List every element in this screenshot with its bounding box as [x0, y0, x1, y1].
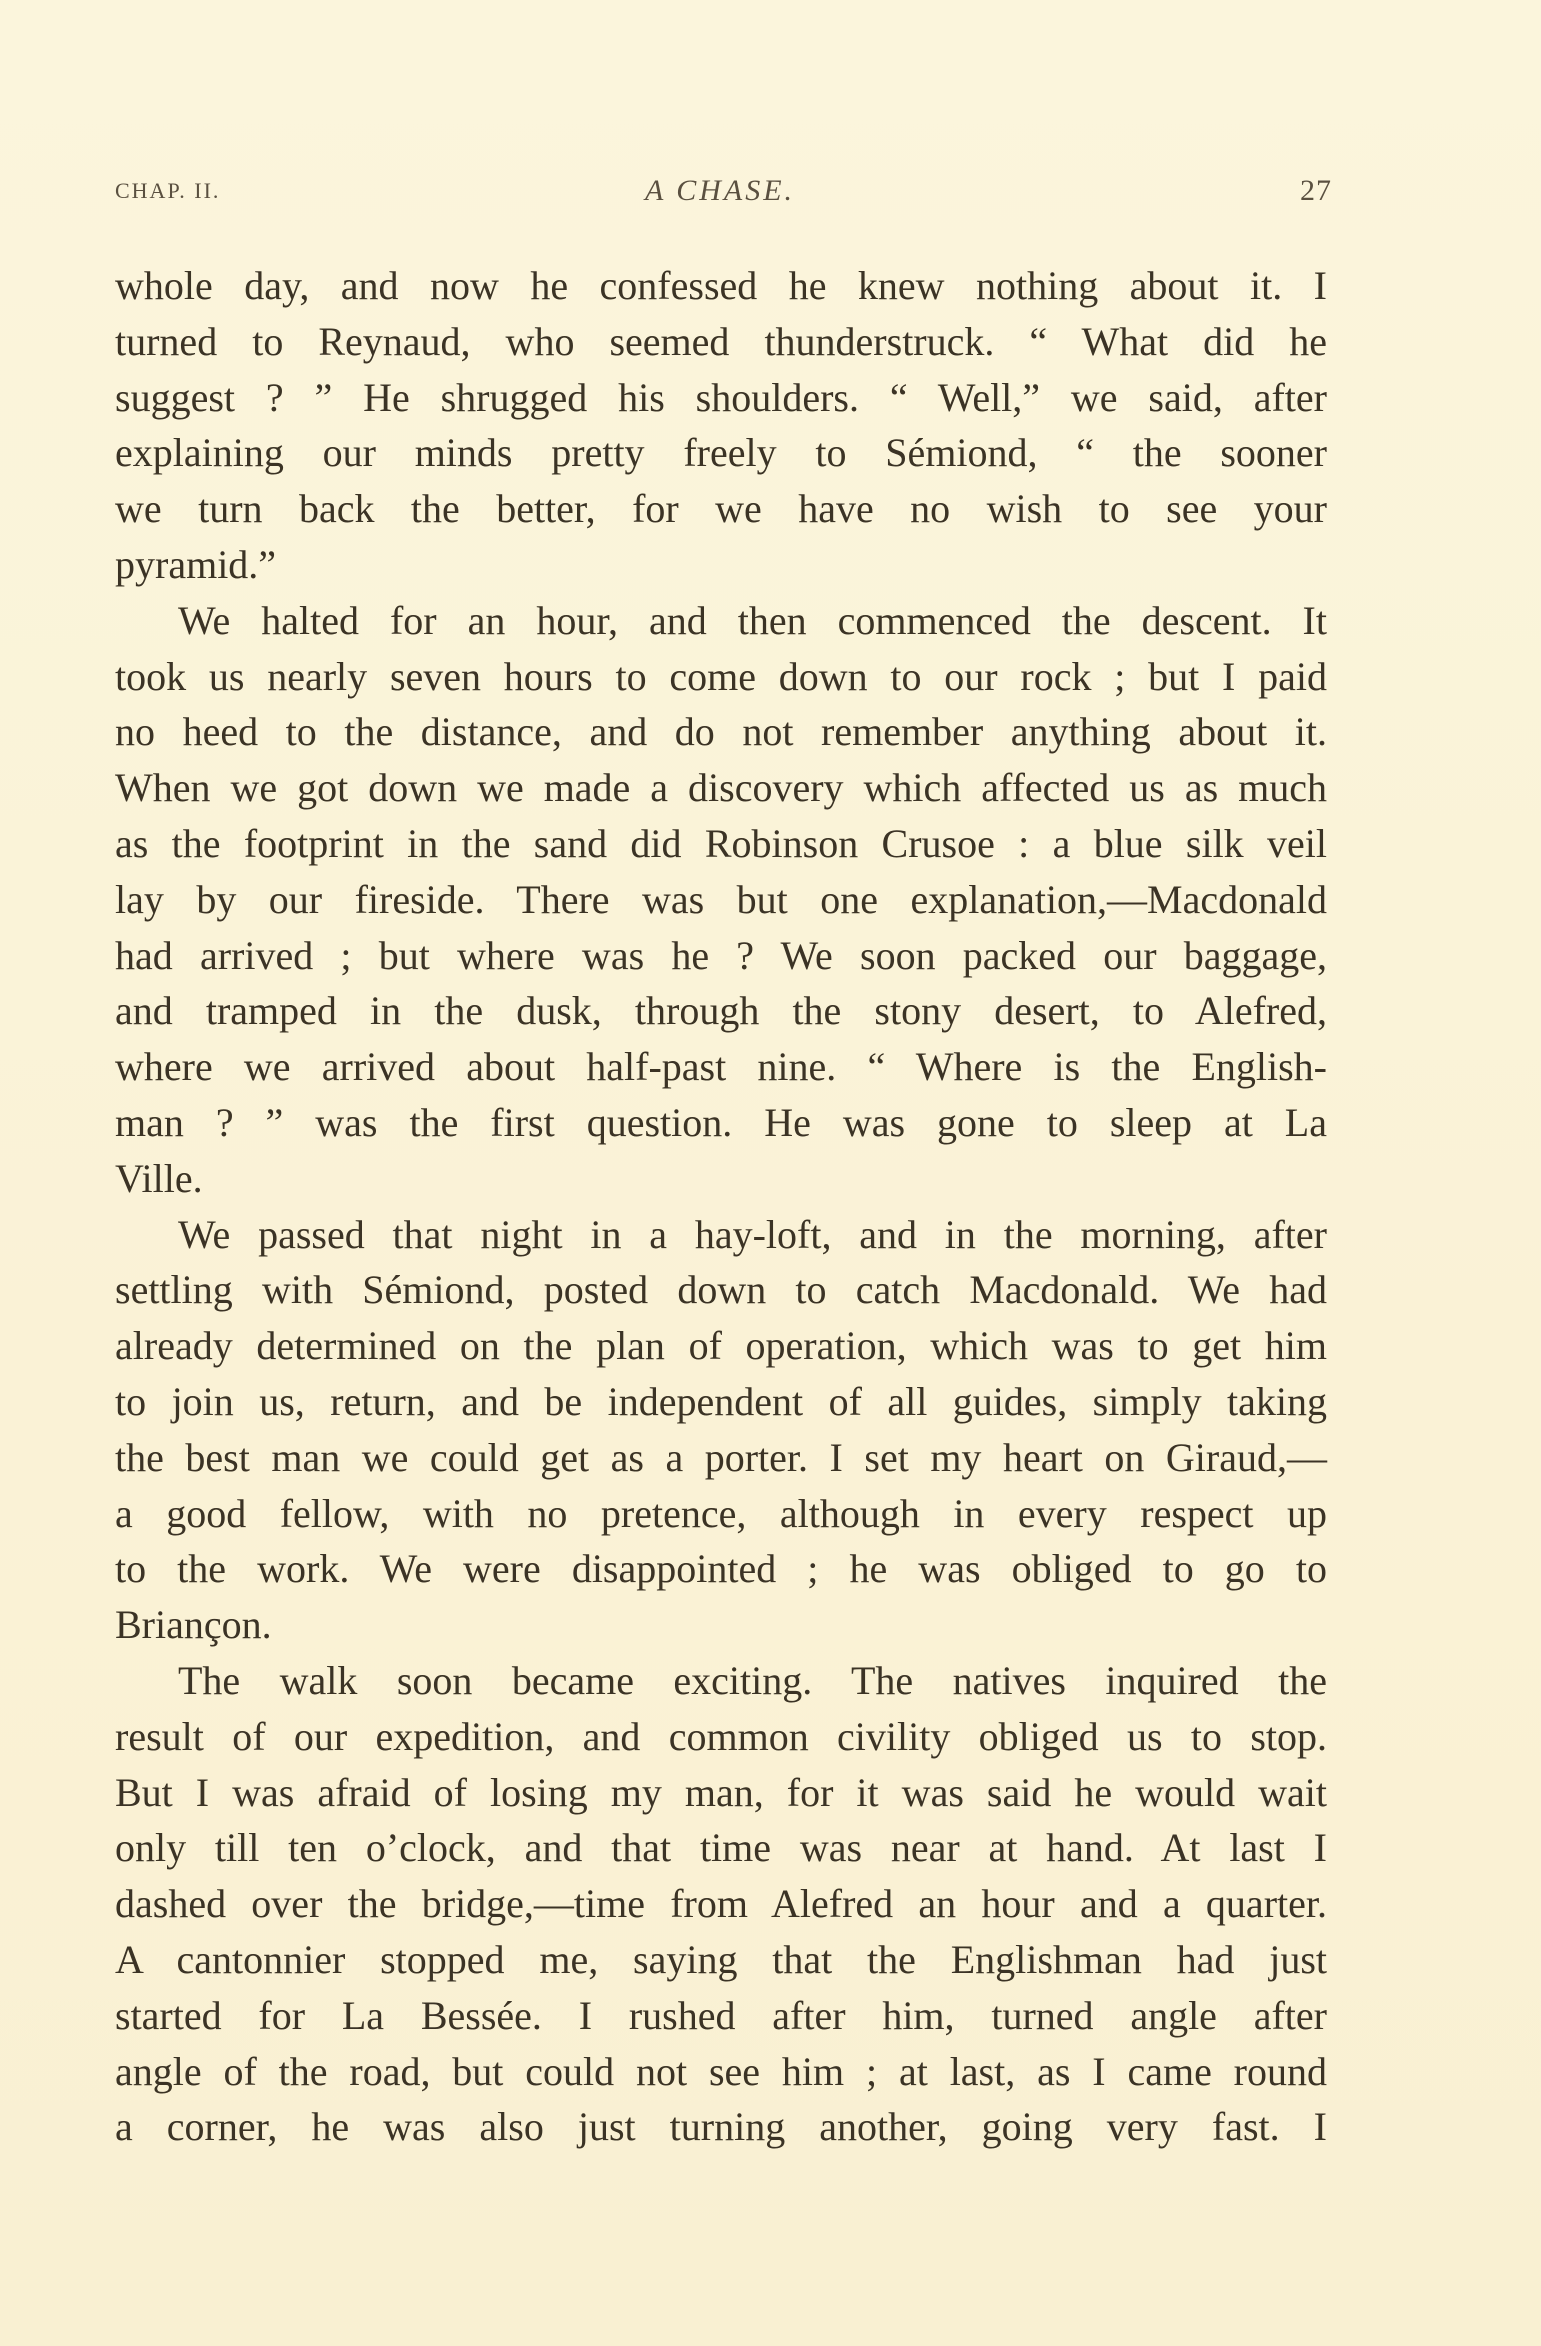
- text-line: Briançon.: [115, 1602, 272, 1648]
- text-line: no heed to the distance, and do not remember anything about it.: [115, 709, 1327, 755]
- text-line: We halted for an hour, and then commenced the descent. It: [178, 597, 1327, 643]
- text-line: a corner, he was also just turning another, going very fast. I: [115, 2104, 1327, 2150]
- text-line: pyramid.”: [115, 541, 277, 587]
- text-line: The walk soon became exciting. The natives inquired the: [178, 1657, 1327, 1703]
- text-line: result of our expedition, and common civility obliged us to stop.: [115, 1713, 1327, 1759]
- text-line: man ? ” was the first question. He was gone to sleep at La: [115, 1099, 1327, 1145]
- chapter-label: CHAP. II.: [115, 178, 221, 203]
- text-line: lay by our fireside. There was but one explanation,—Macdonald: [115, 876, 1327, 922]
- text-line: and tramped in the dusk, through the stony desert, to Alefred,: [115, 988, 1327, 1034]
- body-text: [115, 258, 1327, 2155]
- text-line: the best man we could get as a porter. I set my heart on Giraud,—: [115, 1434, 1327, 1480]
- text-line: started for La Bessée. I rushed after him, turned angle after: [115, 1992, 1327, 2038]
- text-line: explaining our minds pretty freely to Sémiond, “ the sooner: [115, 430, 1327, 476]
- text-line: When we got down we made a discovery which affected us as much: [115, 765, 1327, 811]
- text-line: We passed that night in a hay-loft, and in the morning, after: [178, 1211, 1327, 1257]
- running-header: [115, 174, 1332, 218]
- text-line: suggest ? ” He shrugged his shoulders. “ Well,” we said, after: [115, 374, 1327, 420]
- text-line: But I was afraid of losing my man, for it was said he would wait: [115, 1769, 1327, 1815]
- text-line: we turn back the better, for we have no wish to see your: [115, 486, 1327, 532]
- text-line: to join us, return, and be independent of all guides, simply taking: [115, 1378, 1327, 1424]
- text-line: had arrived ; but where was he ? We soon packed our baggage,: [115, 932, 1327, 978]
- text-line: a good fellow, with no pretence, although in every respect up: [115, 1490, 1327, 1536]
- text-line: angle of the road, but could not see him ; at last, as I came round: [115, 2048, 1327, 2094]
- text-line: Ville.: [115, 1155, 203, 1201]
- text-line: to the work. We were disappointed ; he was obliged to go to: [115, 1546, 1327, 1592]
- text-line: took us nearly seven hours to come down to our rock ; but I paid: [115, 653, 1327, 699]
- text-line: where we arrived about half-past nine. “ Where is the English-: [115, 1044, 1327, 1090]
- text-line: dashed over the bridge,—time from Alefred an hour and a quarter.: [115, 1881, 1327, 1927]
- text-line: only till ten o’clock, and that time was near at hand. At last I: [115, 1825, 1327, 1871]
- text-line: settling with Sémiond, posted down to catch Macdonald. We had: [115, 1267, 1327, 1313]
- page-title: A CHASE.: [644, 174, 796, 207]
- page-number: 27: [1300, 174, 1332, 207]
- text-line: turned to Reynaud, who seemed thunderstruck. “ What did he: [115, 318, 1327, 364]
- text-line: A cantonnier stopped me, saying that the Englishman had just: [115, 1936, 1327, 1982]
- text-line: whole day, and now he confessed he knew nothing about it. I: [115, 263, 1327, 308]
- text-line: as the footprint in the sand did Robinson Crusoe : a blue silk veil: [115, 820, 1327, 866]
- text-line: already determined on the plan of operation, which was to get him: [115, 1323, 1327, 1369]
